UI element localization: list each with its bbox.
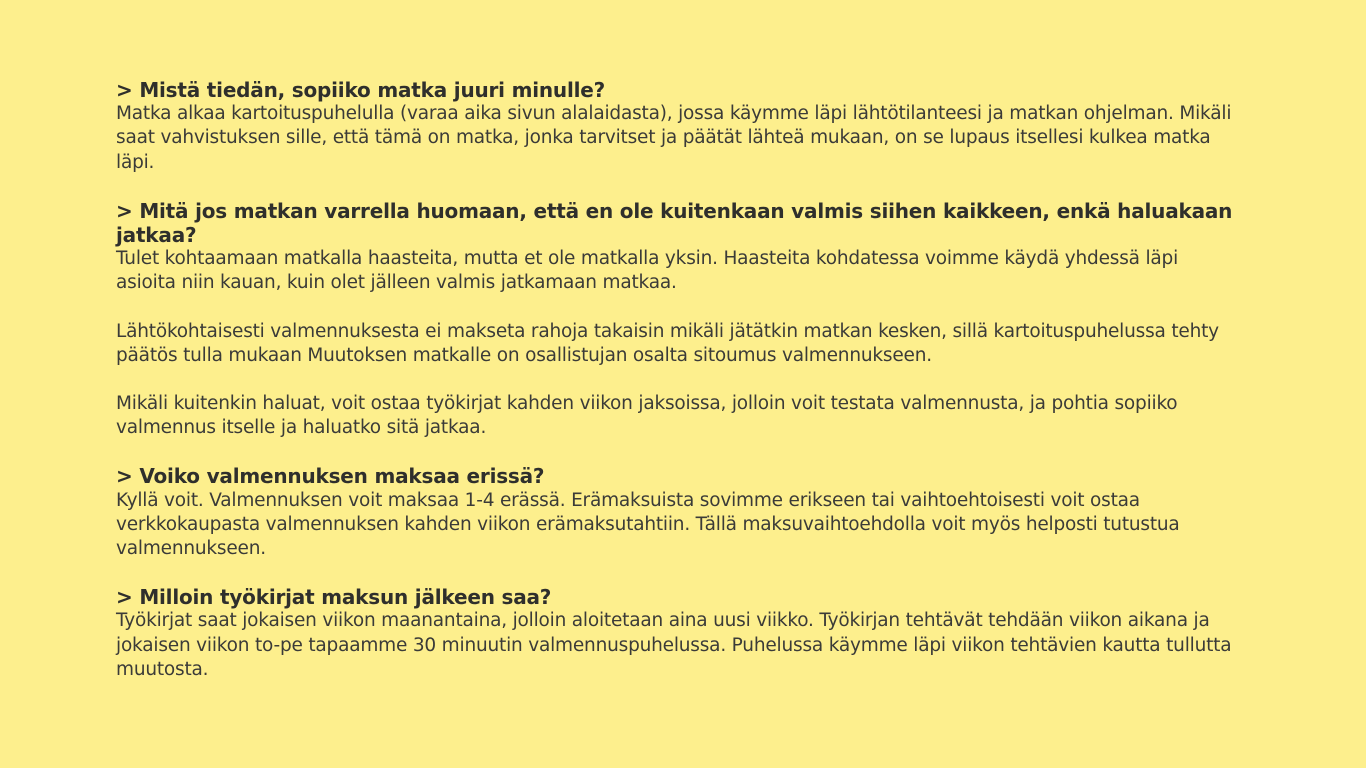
faq-answer: Työkirjat saat jokaisen viikon maanantaina, jolloin aloitetaan aina uusi viikko. Työkirjan tehtävät tehdään viikon aikana ja jokaisen viikon to-pe tapaamme 30 minuutin valmennuspuhelussa. Puhelussa käymme läpi viikon tehtävien kautta tullutta muutosta. [116, 610, 1232, 680]
faq-answer: Tulet kohtaamaan matkalla haasteita, mutta et ole matkalla yksin. Haasteita kohdatessa voimme käydä yhdessä läpi asioita niin kauan, kuin olet jälleen valmis jatkamaan matkaa. [116, 248, 1179, 294]
faq-answer: Mikäli kuitenkin haluat, voit ostaa työkirjat kahden viikon jaksoissa, jolloin voit testata valmennusta, ja pohtia sopiiko valmennus itselle ja haluatko sitä jatkaa. [116, 393, 1178, 439]
faq-answer: Lähtökohtaisesti valmennuksesta ei makseta rahoja takaisin mikäli jätätkin matkan kesken, sillä kartoituspuhelussa tehty päätös tulla mukaan Muutoksen matkalle on osallistujan osalta sitoumus valmennukseen. [116, 320, 1219, 366]
faq-question: > Milloin työkirjat maksun jälkeen saa? [116, 585, 552, 610]
faq-answer: Kyllä voit. Valmennuksen voit maksaa 1-4 erässä. Erämaksuista sovimme erikseen tai vaihtoehtoisesti voit ostaa verkkokaupasta valmennuksen kahden viikon erämaksutahtiin. Tällä maksuvaihtoehdolla voit myös helposti tutustua valmennukseen. [116, 489, 1180, 560]
faq-item [116, 199, 1236, 441]
faq-question: > Mistä tiedän, sopiiko matka juuri minulle? [116, 78, 606, 102]
faq-item [116, 78, 1236, 175]
faq-section [116, 78, 1236, 706]
faq-answer: Matka alkaa kartoituspuhelulla (varaa aika sivun alalaidasta), jossa käymme läpi lähtötilanteesi ja matkan ohjelman. Mikäli saat vahvistuksen sille, että tämä on matka, jonka tarvitset ja päätät lähteä mukaan, on se lupaus itsellesi kulkea matka läpi. [116, 103, 1232, 173]
faq-item [116, 464, 1236, 561]
faq-question: > Voiko valmennuksen maksaa erissä? [116, 464, 545, 489]
faq-question: > Mitä jos matkan varrella huomaan, että en ole kuitenkaan valmis siihen kaikkeen, enkä haluakaan jatkaa? [116, 198, 1233, 248]
faq-item [116, 585, 1236, 682]
